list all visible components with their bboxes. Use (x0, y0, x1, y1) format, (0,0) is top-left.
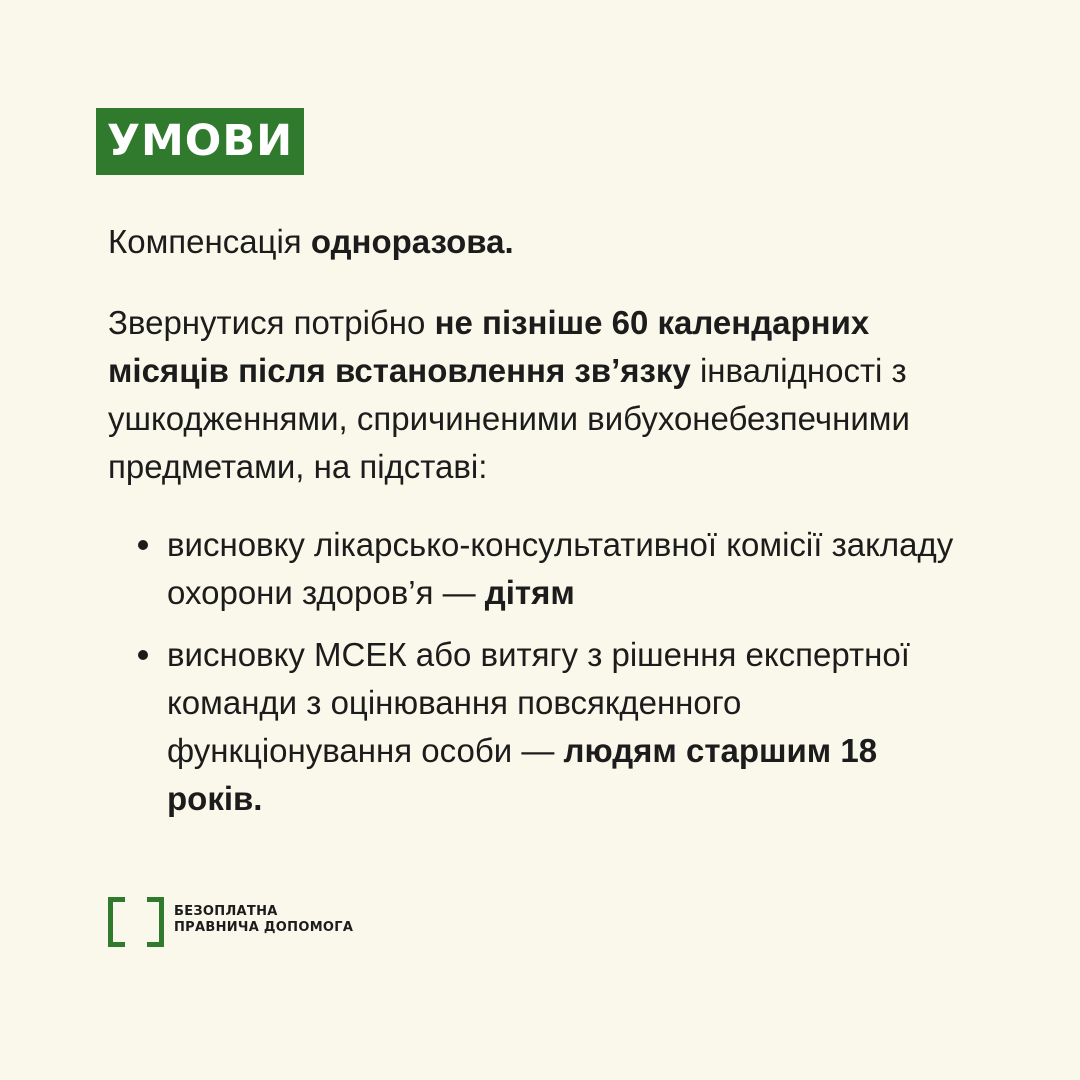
intro-text: Компенсація (108, 223, 311, 260)
main-text-2: інвалідності з ушкодженнями, спричиненими вибухонебезпечними предметами, на підставі: (108, 352, 910, 485)
main-text-1: Звернутися потрібно (108, 304, 435, 341)
list-item (108, 521, 968, 617)
bullet-text: висновку лікарсько-консультативної комісії закладу охорони здоров’я — (167, 526, 954, 611)
main-paragraph (108, 299, 968, 491)
logo-line-1: БЕЗОПЛАТНА (174, 904, 278, 919)
bullet-bold: людям старшим 18 років. (167, 732, 878, 817)
title-badge (96, 108, 304, 175)
intro-paragraph (108, 218, 968, 266)
logo-text (174, 904, 353, 936)
right-bracket-icon (147, 897, 164, 947)
logo-line-2: ПРАВНИЧА ДОПОМОГА (174, 920, 354, 935)
intro-bold: одноразова. (310, 223, 514, 260)
bullet-text: висновку МСЕК або витягу з рішення експертної команди з оцінювання повсякденного функціонування особи — (167, 636, 910, 769)
list-item (108, 631, 968, 823)
logo (108, 897, 353, 943)
page-title: УМОВИ (106, 116, 294, 166)
bullet-list (108, 521, 968, 823)
left-bracket-icon (108, 897, 125, 947)
main-bold-1: не пізніше 60 календарних місяців після встановлення зв’язку (108, 304, 870, 389)
content (108, 218, 968, 823)
bullet-bold: дітям (484, 574, 575, 611)
bracket-logo-icon (108, 897, 164, 943)
bullet-dot-icon (138, 650, 148, 660)
bullet-dot-icon (138, 540, 148, 550)
